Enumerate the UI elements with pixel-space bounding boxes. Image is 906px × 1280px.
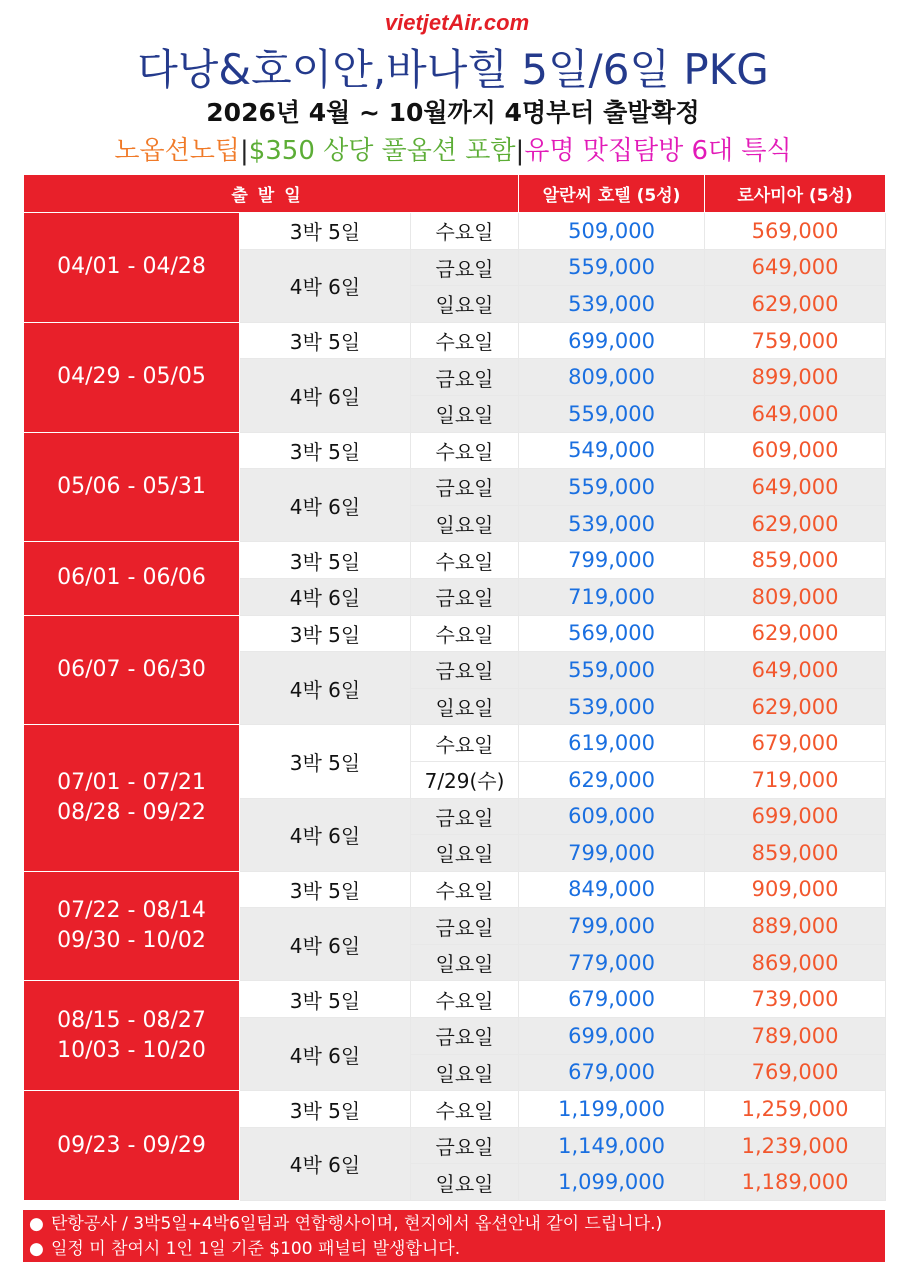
price-alansea: 719,000 xyxy=(519,578,705,615)
weekday-cell: 일요일 xyxy=(411,688,519,725)
price-rosamia: 789,000 xyxy=(705,1018,886,1055)
weekday-cell: 일요일 xyxy=(411,395,519,432)
weekday-cell: 금요일 xyxy=(411,1018,519,1055)
weekday-cell: 일요일 xyxy=(411,505,519,542)
period-range: 04/01 - 04/28 xyxy=(57,254,206,280)
price-rosamia: 889,000 xyxy=(705,908,886,945)
price-alansea: 509,000 xyxy=(519,213,705,250)
weekday-cell: 금요일 xyxy=(411,652,519,689)
page-title: 다낭&호이안,바나힐 5일/6일 PKG xyxy=(137,45,769,94)
price-rosamia: 609,000 xyxy=(705,432,886,469)
weekday-cell: 7/29(수) xyxy=(411,761,519,798)
weekday-cell: 일요일 xyxy=(411,835,519,872)
price-rosamia: 649,000 xyxy=(705,249,886,286)
price-rosamia: 739,000 xyxy=(705,981,886,1018)
period-range: 07/01 - 07/21 xyxy=(57,770,206,795)
duration-label: 4박 6일 xyxy=(240,359,411,432)
header-departure: 출발일 xyxy=(24,175,519,213)
duration-label: 3박 5일 xyxy=(240,213,411,250)
price-rosamia: 899,000 xyxy=(705,359,886,396)
weekday-cell: 수요일 xyxy=(411,981,519,1018)
duration-label: 4박 6일 xyxy=(240,798,411,871)
duration-label: 3박 5일 xyxy=(240,725,411,798)
weekday-cell: 금요일 xyxy=(411,798,519,835)
price-alansea: 699,000 xyxy=(519,1018,705,1055)
price-rosamia: 1,239,000 xyxy=(705,1127,886,1164)
weekday-cell: 일요일 xyxy=(411,944,519,981)
tagline-separator: | xyxy=(515,136,525,166)
tagline-no-option: 노옵션노팁 xyxy=(114,136,240,166)
weekday-cell: 수요일 xyxy=(411,871,519,908)
price-alansea: 609,000 xyxy=(519,798,705,835)
duration-label: 4박 6일 xyxy=(240,249,411,322)
duration-label: 4박 6일 xyxy=(240,578,411,615)
price-alansea: 1,099,000 xyxy=(519,1164,705,1201)
departure-period xyxy=(24,981,240,1091)
note-text: 일정 미 참여시 1인 1일 기준 $100 패널티 발생합니다. xyxy=(51,1239,461,1259)
departure-period xyxy=(24,871,240,981)
table-row xyxy=(24,213,886,250)
price-rosamia: 699,000 xyxy=(705,798,886,835)
price-rosamia: 649,000 xyxy=(705,469,886,506)
price-rosamia: 719,000 xyxy=(705,761,886,798)
price-rosamia: 649,000 xyxy=(705,652,886,689)
notes-box xyxy=(23,1210,885,1262)
price-rosamia: 679,000 xyxy=(705,725,886,762)
price-alansea: 799,000 xyxy=(519,835,705,872)
price-alansea: 699,000 xyxy=(519,322,705,359)
bullet-icon: ● xyxy=(29,1214,44,1234)
duration-label: 3박 5일 xyxy=(240,871,411,908)
period-range: 08/28 - 09/22 xyxy=(57,800,206,825)
period-range: 07/22 - 08/14 xyxy=(57,898,206,924)
price-rosamia: 629,000 xyxy=(705,688,886,725)
departure-period xyxy=(24,213,240,323)
weekday-cell: 수요일 xyxy=(411,542,519,579)
price-rosamia: 909,000 xyxy=(705,871,886,908)
note-text: 탄항공사 / 3박5일+4박6일팀과 연합행사이며, 현지에서 옵션안내 같이 드립니다.) xyxy=(51,1214,663,1234)
departure-period xyxy=(24,725,240,871)
bullet-icon: ● xyxy=(29,1239,44,1259)
price-alansea: 549,000 xyxy=(519,432,705,469)
weekday-cell: 일요일 xyxy=(411,1054,519,1091)
vietjet-logo: vietjetAir.com xyxy=(384,10,530,35)
table-row xyxy=(24,871,886,908)
period-range: 06/01 - 06/06 xyxy=(57,565,206,591)
tagline-full-option: $350 상당 풀옵션 포함 xyxy=(248,136,516,166)
duration-label: 4박 6일 xyxy=(240,652,411,725)
departure-period xyxy=(24,1091,240,1201)
period-range: 09/23 - 09/29 xyxy=(57,1132,206,1158)
departure-period xyxy=(24,542,240,615)
price-rosamia: 869,000 xyxy=(705,944,886,981)
duration-label: 3박 5일 xyxy=(240,615,411,652)
period-range: 10/03 - 10/20 xyxy=(57,1037,206,1063)
price-alansea: 679,000 xyxy=(519,1054,705,1091)
weekday-cell: 수요일 xyxy=(411,322,519,359)
weekday-cell: 수요일 xyxy=(411,615,519,652)
price-alansea: 539,000 xyxy=(519,688,705,725)
period-range: 04/29 - 05/05 xyxy=(57,364,206,390)
price-table-body xyxy=(24,213,886,1201)
price-rosamia: 629,000 xyxy=(705,615,886,652)
departure-period xyxy=(24,615,240,725)
weekday-cell: 수요일 xyxy=(411,1091,519,1128)
table-row xyxy=(24,432,886,469)
table-row xyxy=(24,542,886,579)
weekday-cell: 일요일 xyxy=(411,1164,519,1201)
tagline xyxy=(0,133,906,169)
price-alansea: 559,000 xyxy=(519,652,705,689)
price-alansea: 679,000 xyxy=(519,981,705,1018)
table-row xyxy=(24,322,886,359)
duration-label: 4박 6일 xyxy=(240,908,411,981)
duration-label: 3박 5일 xyxy=(240,432,411,469)
price-alansea: 619,000 xyxy=(519,725,705,762)
price-rosamia: 859,000 xyxy=(705,835,886,872)
table-row xyxy=(24,615,886,652)
duration-label: 3박 5일 xyxy=(240,1091,411,1128)
weekday-cell: 금요일 xyxy=(411,578,519,615)
tagline-separator: | xyxy=(239,136,249,166)
weekday-cell: 금요일 xyxy=(411,908,519,945)
price-alansea: 799,000 xyxy=(519,908,705,945)
duration-label: 4박 6일 xyxy=(240,1018,411,1091)
weekday-cell: 금요일 xyxy=(411,1127,519,1164)
table-row xyxy=(24,1091,886,1128)
table-row xyxy=(24,981,886,1018)
price-table xyxy=(23,174,886,1201)
price-alansea: 539,000 xyxy=(519,505,705,542)
weekday-cell: 금요일 xyxy=(411,359,519,396)
price-alansea: 559,000 xyxy=(519,249,705,286)
header-hotel-alansea: 알란씨 호텔 (5성) xyxy=(519,175,705,213)
departure-period xyxy=(24,432,240,542)
price-alansea: 569,000 xyxy=(519,615,705,652)
weekday-cell: 수요일 xyxy=(411,725,519,762)
price-alansea: 1,199,000 xyxy=(519,1091,705,1128)
period-range: 05/06 - 05/31 xyxy=(57,473,206,499)
price-alansea: 629,000 xyxy=(519,761,705,798)
duration-label: 4박 6일 xyxy=(240,469,411,542)
price-rosamia: 1,189,000 xyxy=(705,1164,886,1201)
duration-label: 3박 5일 xyxy=(240,322,411,359)
price-alansea: 559,000 xyxy=(519,395,705,432)
duration-label: 3박 5일 xyxy=(240,542,411,579)
table-header-row xyxy=(24,175,886,213)
tagline-restaurants: 유명 맛집탐방 6대 특식 xyxy=(524,136,792,166)
weekday-cell: 일요일 xyxy=(411,286,519,323)
price-alansea: 779,000 xyxy=(519,944,705,981)
price-rosamia: 629,000 xyxy=(705,505,886,542)
weekday-cell: 금요일 xyxy=(411,249,519,286)
weekday-cell: 수요일 xyxy=(411,432,519,469)
duration-label: 4박 6일 xyxy=(240,1127,411,1200)
price-alansea: 539,000 xyxy=(519,286,705,323)
weekday-cell: 수요일 xyxy=(411,213,519,250)
price-alansea: 809,000 xyxy=(519,359,705,396)
departure-period xyxy=(24,322,240,432)
note-item xyxy=(29,1212,885,1237)
weekday-cell: 금요일 xyxy=(411,469,519,506)
price-rosamia: 629,000 xyxy=(705,286,886,323)
price-rosamia: 759,000 xyxy=(705,322,886,359)
price-alansea: 799,000 xyxy=(519,542,705,579)
price-alansea: 559,000 xyxy=(519,469,705,506)
period-range: 06/07 - 06/30 xyxy=(57,656,206,682)
price-rosamia: 809,000 xyxy=(705,578,886,615)
price-alansea: 1,149,000 xyxy=(519,1127,705,1164)
duration-label: 3박 5일 xyxy=(240,981,411,1018)
price-rosamia: 569,000 xyxy=(705,213,886,250)
price-rosamia: 1,259,000 xyxy=(705,1091,886,1128)
price-rosamia: 649,000 xyxy=(705,395,886,432)
price-rosamia: 859,000 xyxy=(705,542,886,579)
price-rosamia: 769,000 xyxy=(705,1054,886,1091)
page-subtitle: 2026년 4월 ~ 10월까지 4명부터 출발확정 xyxy=(206,98,700,127)
table-row xyxy=(24,725,886,762)
period-range: 08/15 - 08/27 xyxy=(57,1007,206,1033)
price-alansea: 849,000 xyxy=(519,871,705,908)
period-range: 09/30 - 10/02 xyxy=(57,928,206,954)
header-hotel-rosamia: 로사미아 (5성) xyxy=(705,175,886,213)
note-item xyxy=(29,1237,885,1262)
